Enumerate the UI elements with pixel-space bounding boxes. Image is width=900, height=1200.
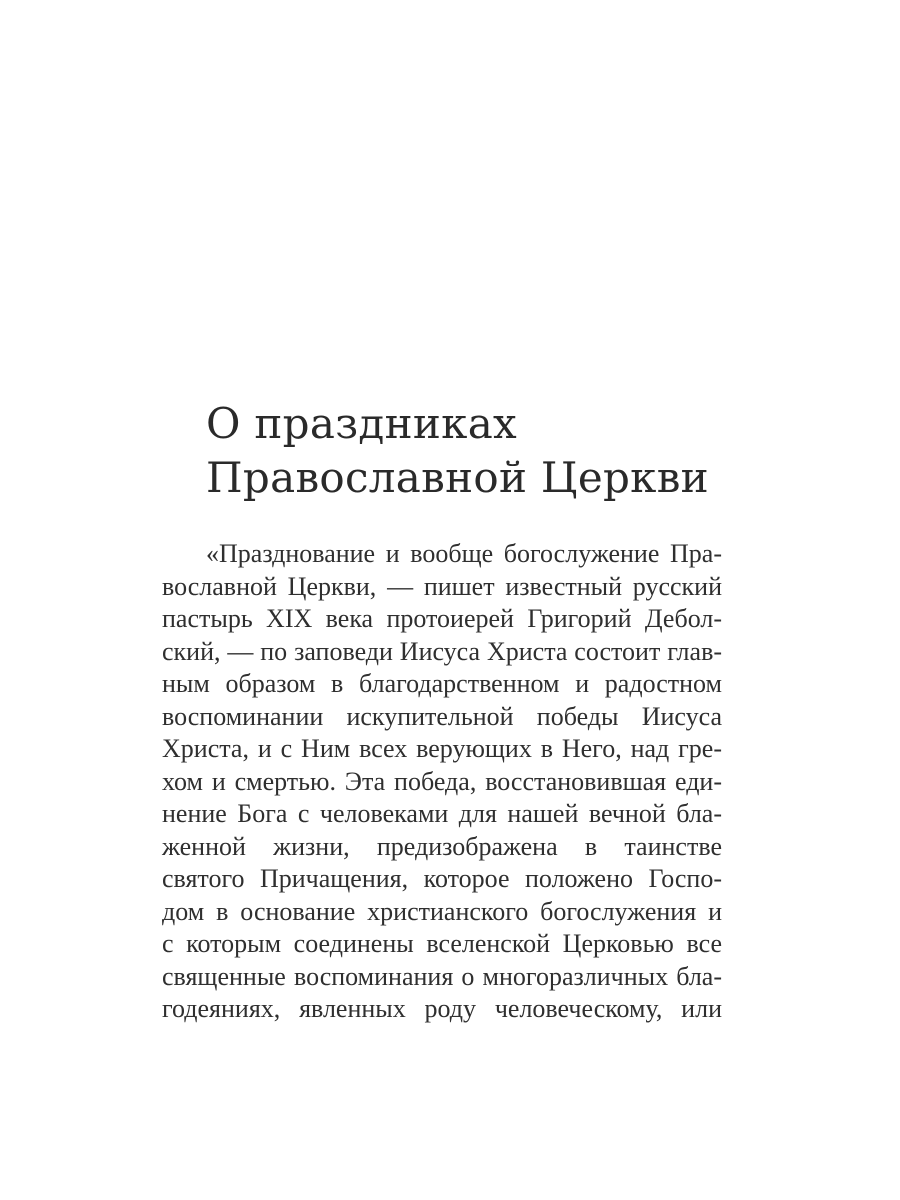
text-line-10: женной жизни, предизображена в таинстве bbox=[162, 831, 722, 861]
chapter-title-line-1: О праздниках bbox=[206, 399, 518, 448]
text-line-13: с которым соединены вселенской Церковью все bbox=[162, 929, 722, 958]
text-line-8: хом и смертью. Эта победа, восстановившая еди- bbox=[162, 766, 722, 796]
text-line-2: вославной Церкви, — пишет известный русский bbox=[162, 571, 722, 601]
text-line-1: «Празднование и вообще богослужение Пра- bbox=[206, 539, 722, 568]
chapter-title bbox=[206, 397, 826, 505]
text-line-14: священные воспоминания о многоразличных бла- bbox=[162, 961, 722, 991]
text-line-12: дом в основание христианского богослужения и bbox=[162, 896, 722, 926]
text-line-7: Христа, и с Ним всех верующих в Него, над гре- bbox=[162, 734, 722, 763]
text-line-3: пастырь XIX века протоиерей Григорий Дебол- bbox=[162, 604, 722, 633]
text-line-9: нение Бога с человеками для нашей вечной бла- bbox=[162, 799, 722, 828]
text-line-4: ский, — по заповеди Иисуса Христа состоит глав- bbox=[162, 636, 722, 666]
body-paragraph bbox=[162, 538, 722, 1026]
chapter-title-line-2: Православной Церкви bbox=[206, 453, 709, 502]
text-line-15: годеяниях, явленных роду человеческому, или bbox=[162, 994, 722, 1023]
text-line-11: святого Причащения, которое положено Госпо- bbox=[162, 864, 722, 893]
text-line-5: ным образом в благодарственном и радостном bbox=[162, 669, 722, 698]
text-line-6: воспоминании искупительной победы Иисуса bbox=[162, 701, 722, 731]
